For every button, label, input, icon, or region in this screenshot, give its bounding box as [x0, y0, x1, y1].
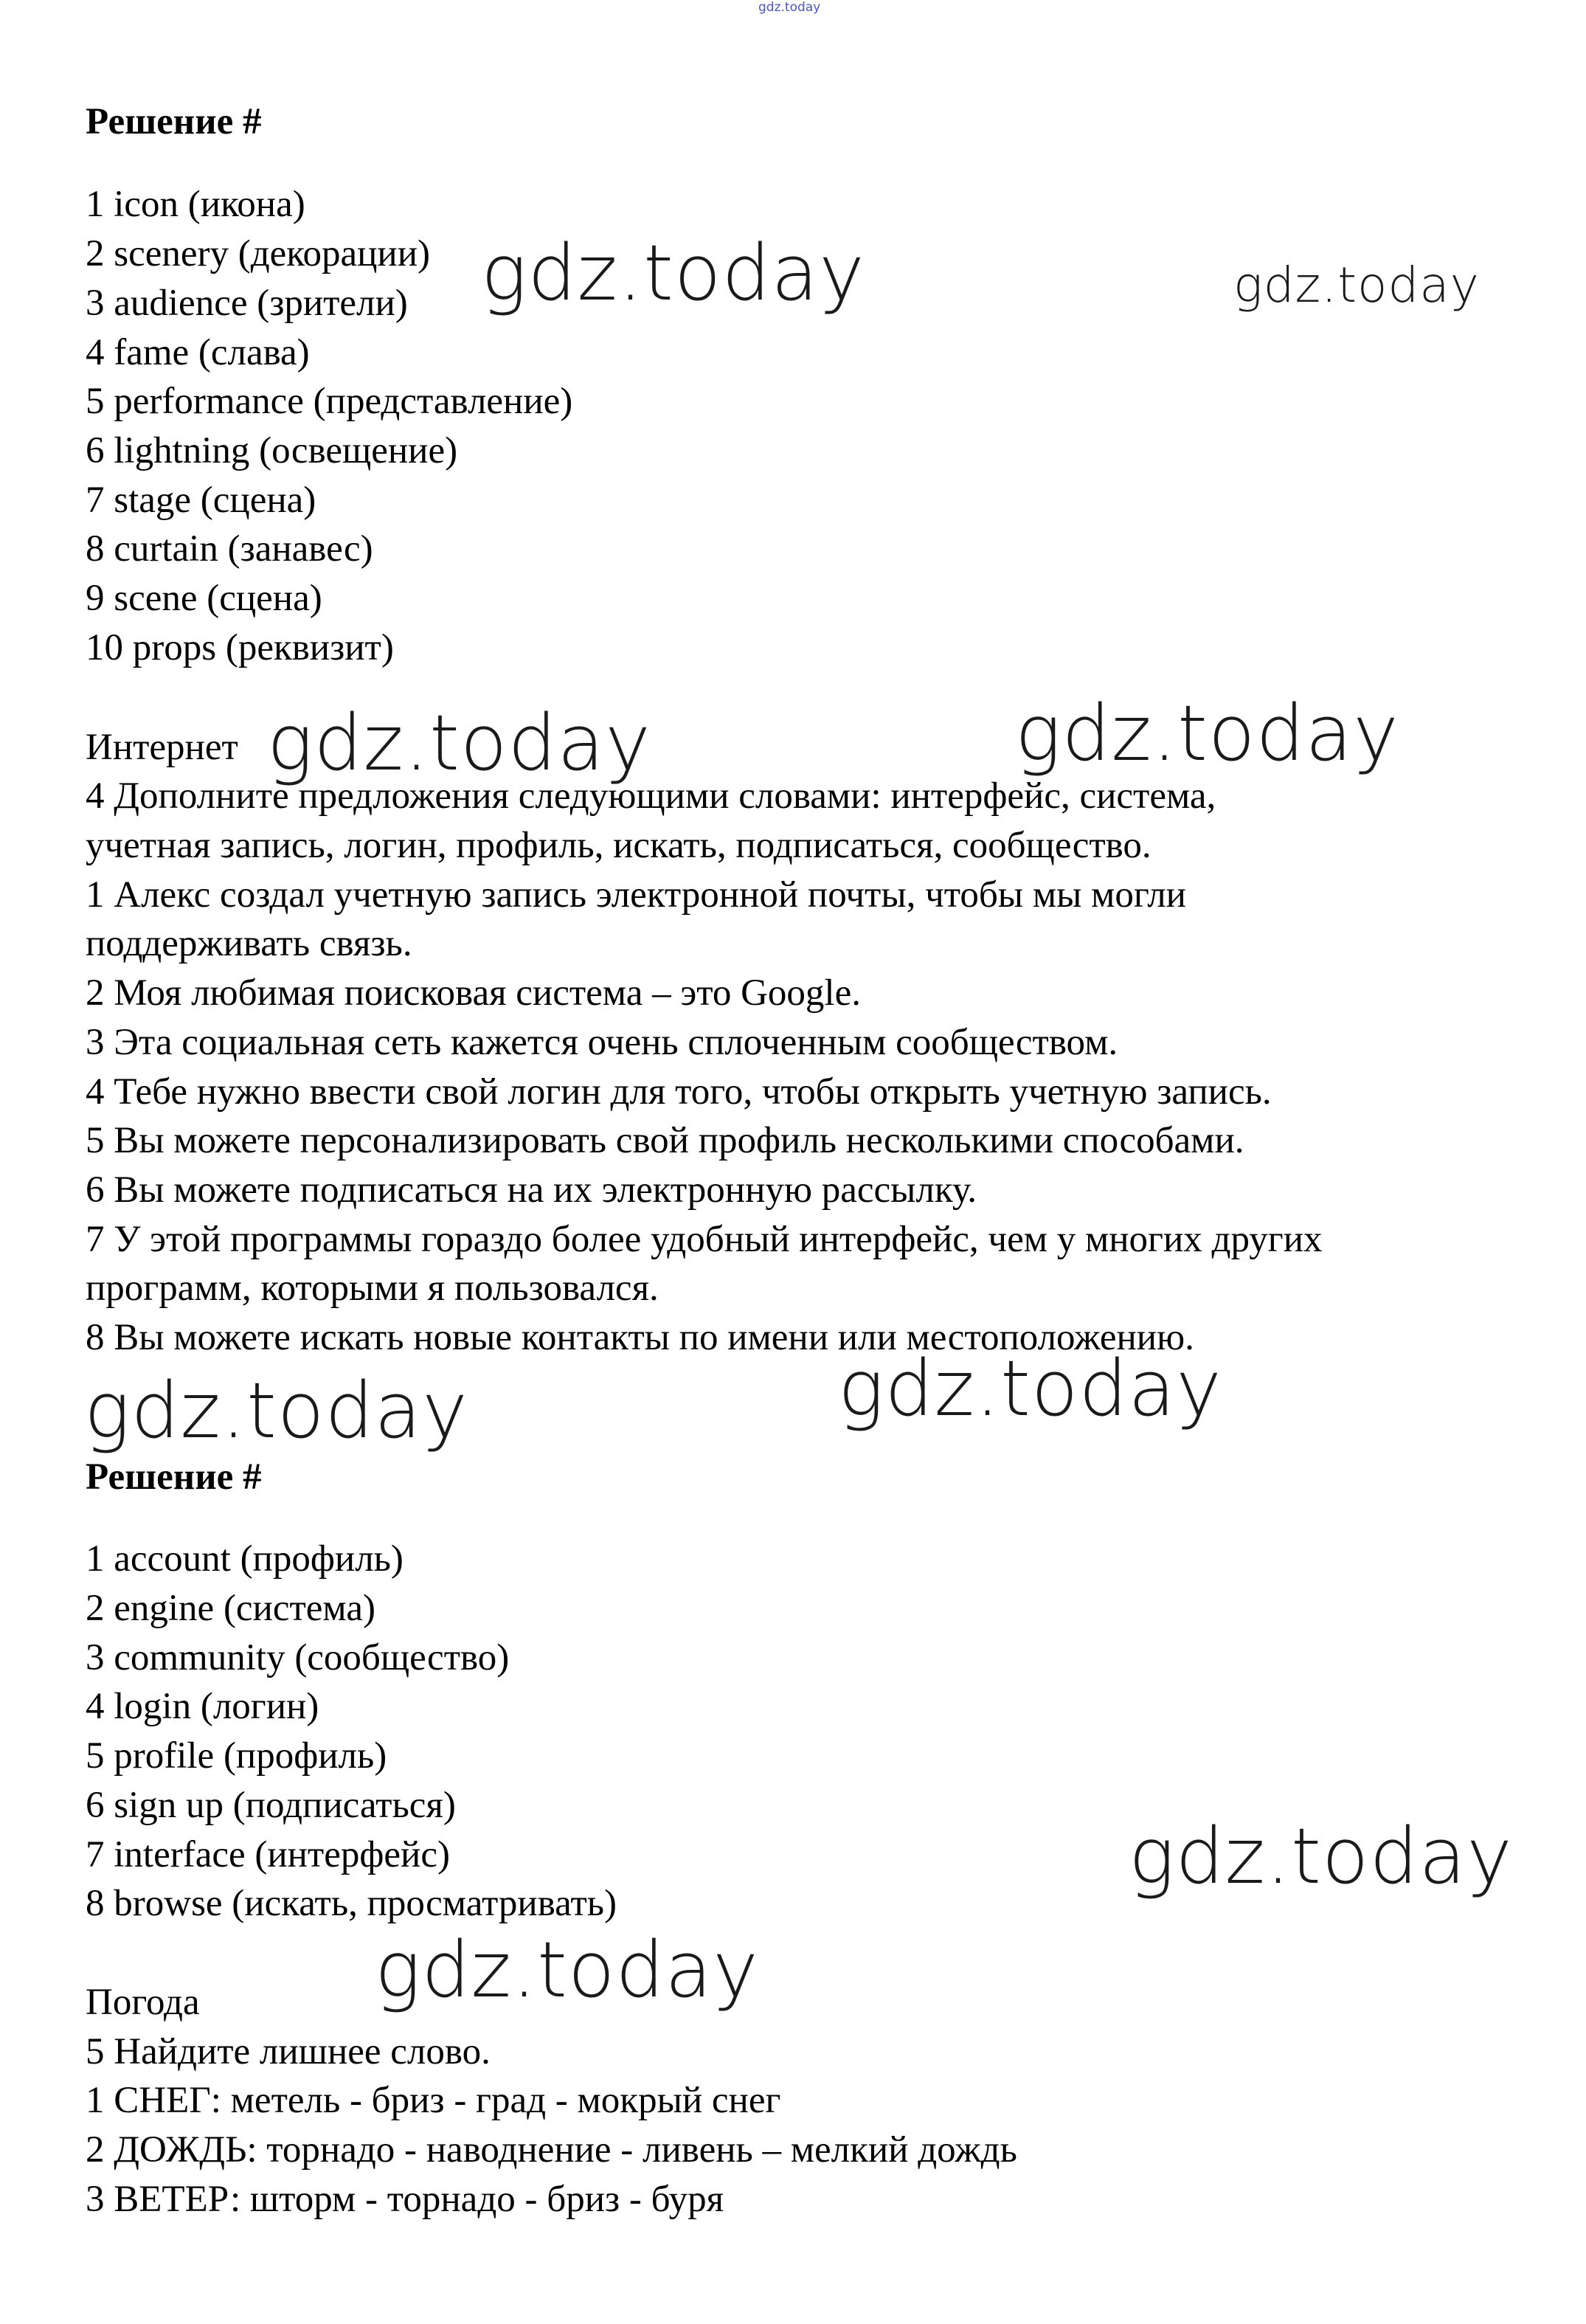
answer-line: 1 icon (икона): [86, 184, 305, 225]
answer-line: 7 stage (сцена): [86, 480, 316, 521]
answer-line: 9 scene (сцена): [86, 578, 322, 619]
watermark: gdz.today: [375, 1925, 759, 2015]
watermark: gdz.today: [1015, 688, 1399, 778]
answer-line: 3 community (сообщество): [86, 1637, 510, 1678]
watermark: gdz.today: [838, 1343, 1222, 1434]
answer-line: 5 profile (профиль): [86, 1735, 387, 1777]
sentence-line: программ, которыми я пользовался.: [86, 1268, 659, 1309]
task-line: учетная запись, логин, профиль, искать, подписаться, сообщество.: [86, 825, 1152, 866]
sentence-line: 1 Алекс создал учетную запись электронной почты, чтобы мы могли: [86, 874, 1186, 916]
topic-weather: Погода: [86, 1982, 200, 2023]
answer-line: 3 audience (зрители): [86, 283, 408, 324]
odd-word-line: 2 ДОЖДЬ: торнадо - наводнение - ливень – мелкий дождь: [86, 2129, 1017, 2171]
watermark: gdz.today: [267, 698, 651, 788]
answer-line: 2 scenery (декорации): [86, 233, 430, 274]
odd-word-line: 3 ВЕТЕР: шторм - торнадо - бриз - буря: [86, 2179, 724, 2220]
answer-line: 5 performance (представление): [86, 381, 573, 422]
sentence-line: 3 Эта социальная сеть кажется очень сплоченным сообществом.: [86, 1022, 1118, 1063]
answer-line: 1 account (профиль): [86, 1538, 404, 1580]
topic-internet: Интернет: [86, 727, 238, 768]
sentence-line: 5 Вы можете персонализировать свой профиль несколькими способами.: [86, 1120, 1244, 1161]
watermark: gdz.today: [1233, 257, 1480, 314]
task-line: 4 Дополните предложения следующими словами: интерфейс, система,: [86, 775, 1216, 817]
watermark: gdz.today: [481, 228, 865, 318]
sentence-line: 6 Вы можете подписаться на их электронную рассылку.: [86, 1169, 977, 1211]
answer-line: 6 sign up (подписаться): [86, 1785, 456, 1826]
answer-line: 10 props (реквизит): [86, 627, 394, 668]
sentence-line: 8 Вы можете искать новые контакты по имени или местоположению.: [86, 1317, 1194, 1358]
odd-word-line: 1 СНЕГ: метель - бриз - град - мокрый снег: [86, 2080, 781, 2121]
answer-line: 4 login (логин): [86, 1686, 319, 1727]
answer-line: 2 engine (система): [86, 1588, 375, 1629]
answer-line: 7 interface (интерфейс): [86, 1834, 450, 1875]
sentence-line: поддерживать связь.: [86, 923, 412, 964]
solution-heading-1: Решение #: [86, 101, 262, 142]
watermark: gdz.today: [84, 1366, 468, 1456]
sentence-line: 4 Тебе нужно ввести свой логин для того, чтобы открыть учетную запись.: [86, 1071, 1272, 1113]
sentence-line: 2 Моя любимая поисковая система – это Google.: [86, 972, 861, 1014]
watermark: gdz.today: [1129, 1811, 1513, 1901]
answer-line: 4 fame (слава): [86, 332, 310, 373]
answer-line: 8 browse (искать, просматривать): [86, 1883, 617, 1924]
task-line: 5 Найдите лишнее слово.: [86, 2031, 491, 2072]
answer-line: 6 lightning (освещение): [86, 430, 458, 471]
sentence-line: 7 У этой программы гораздо более удобный интерфейс, чем у многих других: [86, 1219, 1323, 1260]
answer-line: 8 curtain (занавес): [86, 528, 373, 570]
solution-heading-2: Решение #: [86, 1456, 262, 1498]
watermark-top: gdz.today: [758, 0, 821, 15]
